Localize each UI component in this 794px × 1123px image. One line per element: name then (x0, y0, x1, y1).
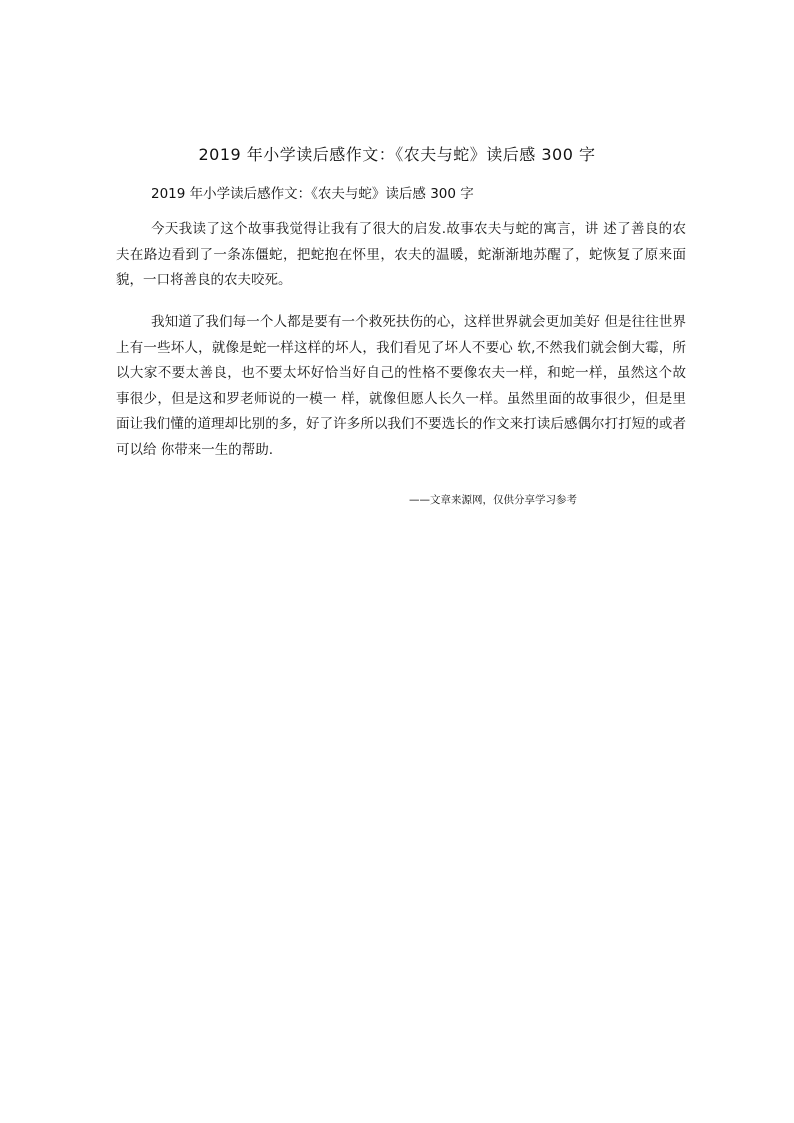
paragraph-1: 今天我读了这个故事我觉得让我有了很大的启发.故事农夫与蛇的寓言，讲 述了善良的农夫在路边看到了一条冻僵蛇，把蛇抱在怀里，农夫的温暖，蛇渐渐地苏醒了，蛇恢复了原来面貌，一口将善良的农夫咬死。 (116, 221, 686, 288)
source-note: ——文章来源网，仅供分享学习参考 (409, 494, 577, 506)
document-title: 2019 年小学读后感作文：《农夫与蛇》读后感 300 字 (198, 145, 596, 164)
document-subtitle: 2019 年小学读后感作文：《农夫与蛇》读后感 300 字 (151, 186, 474, 202)
paragraph-2: 我知道了我们每一个人都是要有一个救死扶伤的心，这样世界就会更加美好 但是往往世界上有一些坏人，就像是蛇一样这样的坏人，我们看见了坏人不要心 软,不然我们就会倒大霉，所以大家不要太善良，也不要太坏好恰当好自己的性格不要像农夫一样，和蛇一样，虽然这个故 事很少，但是这和罗老师说的一模一 样，就像但愿人长久一样。虽然里面的故事很少，但是里面让我们懂的道理却比别的多，好了许多所以我们不要选长的作文来打读后感偶尔打打短的或者可以给 你带来一生的帮助. (116, 314, 686, 458)
